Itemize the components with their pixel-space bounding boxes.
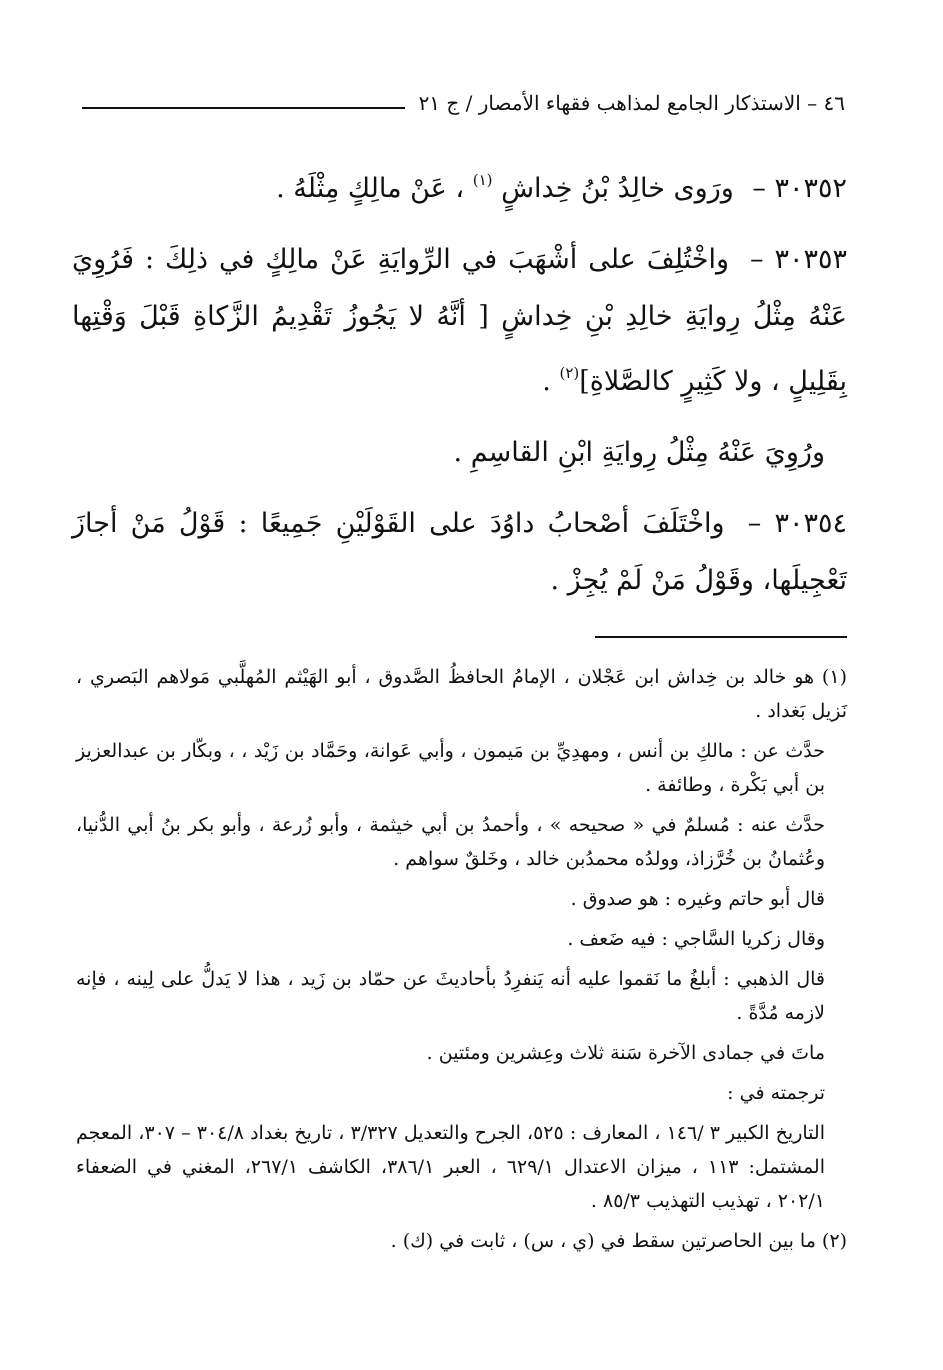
paragraph-continuation xyxy=(72,424,847,481)
footnote-ref-1[interactable]: (١) xyxy=(472,171,493,189)
paragraph-30353 xyxy=(72,231,847,410)
paragraph-30354 xyxy=(72,495,847,609)
footnote-1-quote-saji: وقال زكريا السَّاجي : فيه ضَعف . xyxy=(567,928,825,950)
footnote-1-quote-abu-hatim: قال أبو حاتم وغيره : هو صدوق . xyxy=(570,888,825,910)
paragraph-text: واخْتُلِفَ على أشْهَبَ في الرِّوايَةِ عَنْ مالِكٍ في ذلِكَ : فَرُوِيَ عَنْهُ مِثْلُ رِوايَةِ خالِدِ بْنِ خِداشٍ [ أنَّهُ لا يَجُوزُ تَقْدِيمُ الزَّكاةِ قَبْلَ وَقْتِها بِقَلِيلٍ ، ولا كَثِيرٍ كالصَّلاةِ] xyxy=(72,244,847,397)
paragraph-30352 xyxy=(72,152,847,217)
paragraph-number: ٣٠٣٥٤ – xyxy=(747,508,847,539)
footnote-1-sources: التاريخ الكبير ٣ /١٤٦ ، المعارف : ٥٢٥، الجرح والتعديل ٣/٣٢٧ ، تاريخ بغداد ٣٠٤/٨ – ٣٠٧، المعجم المشتمل: ١١٣ ، ميزان الاعتدال ٦٢٩/١ ، العبر ٣٨٦/١، الكاشف ٢٦٧/١، المغني في الضعفاء ٢٠٢/١ ، تهذيب التهذيب ٨٥/٣ . xyxy=(76,1122,825,1212)
header-rule xyxy=(82,107,405,109)
footnotes xyxy=(76,660,847,1264)
main-text xyxy=(72,152,847,623)
footnote-2: (٢) ما بين الحاصرتين سقط في (ي ، س) ، ثابت في (ك) . xyxy=(390,1230,847,1252)
paragraph-text-after: . xyxy=(542,366,560,397)
paragraph-number: ٣٠٣٥٣ – xyxy=(750,244,847,275)
footnote-separator xyxy=(595,636,847,638)
paragraph-text: ورُوِيَ عَنْهُ مِثْلُ رِوايَةِ ابْنِ القاسِمِ . xyxy=(453,437,825,468)
paragraph-text-after: ، عَنْ مالِكٍ مِثْلَهُ . xyxy=(276,173,465,204)
footnote-1-teachers: حدَّث عن : مالكِ بن أنس ، ومهدِيِّ بن مَيمون ، وأبي عَوانة، وحَمَّاد بن زَيْد ، ، وبكّار بن عبدالعزيز بن أبي بَكْرة ، وطائفة . xyxy=(76,740,825,796)
footnote-1-tarjama-label: ترجمته في : xyxy=(727,1082,825,1104)
paragraph-text: ورَوى خالِدُ بْنُ خِداشٍ xyxy=(501,173,734,204)
running-header xyxy=(82,88,845,118)
footnote-1-quote-dhahabi: قال الذهبي : أبلغُ ما نَقموا عليه أنه يَنفرِدُ بأحاديثَ عن حمّاد بن زَيد ، هذا لا يَدلُّ على لِينه ، فإنه لازمه مُدَّةً . xyxy=(76,968,825,1024)
footnote-1-intro: (١) هو خالد بن خِداش ابن عَجْلان ، الإمامُ الحافظُ الصَّدوق ، أبو الهَيْثم المُهلَّبي مَولاهم البَصري ، نَزيل بَغداد . xyxy=(76,666,847,722)
header-title: ٤٦ – الاستذكار الجامع لمذاهب فقهاء الأمصار / ج ٢١ xyxy=(418,91,845,115)
paragraph-text: واخْتَلَفَ أصْحابُ داوُدَ على القَوْلَيْنِ جَمِيعًا : قَوْلُ مَنْ أجازَ تَعْجِيلَها، وقَوْلُ مَنْ لَمْ يُجِزْ . xyxy=(72,508,847,596)
footnote-ref-2[interactable]: (٢) xyxy=(559,364,580,382)
footnote-1-death: ماتَ في جمادى الآخرة سَنة ثلاث وعِشرين ومئتين . xyxy=(426,1042,825,1064)
footnote-1-students: حدَّث عنه : مُسلمٌ في « صحيحه » ، وأحمدُ بن أبي خيثمة ، وأبو زُرعة ، وأبو بكر بنُ أبي الدُّنيا، وعُثمانُ بن خُرَّزاذ، وولدُه محمدُبن خالد ، وخَلقٌ سواهم . xyxy=(76,814,825,870)
paragraph-number: ٣٠٣٥٢ – xyxy=(752,173,847,204)
